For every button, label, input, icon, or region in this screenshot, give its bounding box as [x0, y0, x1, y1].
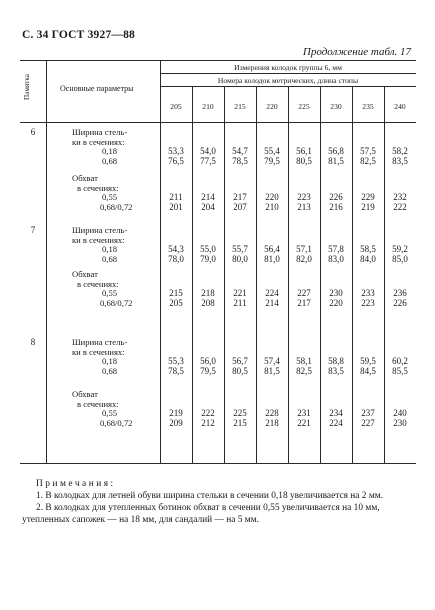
- param-label: 0,18: [102, 356, 118, 367]
- table-cell: 60,2: [392, 356, 408, 367]
- table-cell: 221: [233, 288, 247, 299]
- table-cell: 222: [201, 408, 215, 419]
- param-label: Обхват: [72, 173, 98, 183]
- table-cell: 57,1: [296, 244, 312, 255]
- table-cell: 222: [393, 202, 407, 213]
- table-cell: 55,0: [200, 244, 216, 255]
- table-cell: 58,1: [296, 356, 312, 367]
- size-column-rule: [256, 86, 257, 464]
- table-cell: 219: [169, 408, 183, 419]
- group-header-rule: [160, 73, 416, 74]
- pamyatka-number: 7: [30, 225, 36, 235]
- note-1: 1. В колодках для летней обуви ширина стельки в сечении 0,18 увеличивается на 2 мм.: [36, 491, 384, 501]
- table-cell: 81,0: [264, 254, 280, 265]
- param-label: 0,18: [102, 244, 118, 255]
- size-header: 230: [330, 102, 342, 111]
- param-label: 0,55: [102, 288, 118, 299]
- size-column-rule: [352, 86, 353, 464]
- table-cell: 56,7: [232, 356, 248, 367]
- table-cell: 219: [361, 202, 375, 213]
- table-cell: 79,0: [200, 254, 216, 265]
- table-cell: 229: [361, 192, 375, 203]
- table-continuation-label: Продолжение табл. 17: [302, 46, 411, 58]
- table-cell: 205: [169, 298, 183, 309]
- table-cell: 85,0: [392, 254, 408, 265]
- table-cell: 220: [329, 298, 343, 309]
- header-bottom-rule: [20, 122, 416, 123]
- size-header: 205: [170, 102, 182, 111]
- table-cell: 54,0: [200, 146, 216, 157]
- table-cell: 84,5: [360, 366, 376, 377]
- param-label: Ширина стель-: [72, 337, 128, 347]
- param-label: 0,55: [102, 408, 118, 419]
- size-header: 210: [202, 102, 214, 111]
- table-cell: 226: [393, 298, 407, 309]
- table-cell: 56,1: [296, 146, 312, 157]
- table-cell: 79,5: [200, 366, 216, 377]
- param-label: 0,68: [102, 366, 118, 377]
- table-cell: 213: [297, 202, 311, 213]
- param-label: ки в сечениях:: [72, 346, 125, 357]
- table-cell: 223: [361, 298, 375, 309]
- group-header: Измерения колодок группы 6, мм: [234, 63, 342, 72]
- table-cell: 212: [201, 418, 215, 429]
- param-label: ки в сечениях:: [72, 234, 125, 245]
- table-cell: 214: [265, 298, 279, 309]
- size-column-rule: [384, 86, 385, 464]
- table-cell: 54,7: [232, 146, 248, 157]
- table-cell: 230: [393, 418, 407, 429]
- table-cell: 227: [361, 418, 375, 429]
- table-cell: 240: [393, 408, 407, 419]
- table-cell: 208: [201, 298, 215, 309]
- table-cell: 80,5: [296, 156, 312, 167]
- table-cell: 225: [233, 408, 247, 419]
- notes-block: [22, 478, 418, 526]
- param-label: Ширина стель-: [72, 225, 128, 235]
- table-cell: 221: [297, 418, 311, 429]
- table-cell: 216: [329, 202, 343, 213]
- table-cell: 223: [297, 192, 311, 203]
- table-cell: 84,0: [360, 254, 376, 265]
- table-cell: 81,5: [328, 156, 344, 167]
- param-label: Ширина стель-: [72, 127, 128, 137]
- size-header: 225: [298, 102, 310, 111]
- param-label: 0,55: [102, 192, 118, 203]
- table-cell: 207: [233, 202, 247, 213]
- size-column-rule: [224, 86, 225, 464]
- table-cell: 78,5: [232, 156, 248, 167]
- table-cell: 218: [201, 288, 215, 299]
- table-cell: 55,4: [264, 146, 280, 157]
- table-bottom-rule: [20, 463, 416, 464]
- table-cell: 59,2: [392, 244, 408, 255]
- size-header: 215: [234, 102, 246, 111]
- size-column-rule: [320, 86, 321, 464]
- size-header: 220: [266, 102, 278, 111]
- table-cell: 83,0: [328, 254, 344, 265]
- table-cell: 232: [393, 192, 407, 203]
- table-cell: 55,7: [232, 244, 248, 255]
- param-label: Обхват: [72, 389, 98, 399]
- measurements-table: [20, 60, 416, 464]
- param-label: в сечениях:: [77, 182, 119, 193]
- table-cell: 78,5: [168, 366, 184, 377]
- table-top-rule: [20, 60, 416, 61]
- table-cell: 224: [329, 418, 343, 429]
- param-label: 0,18: [102, 146, 118, 157]
- pamyatka-number: 6: [30, 127, 36, 137]
- table-cell: 57,8: [328, 244, 344, 255]
- table-cell: 81,5: [264, 366, 280, 377]
- table-cell: 56,4: [264, 244, 280, 255]
- table-cell: 82,5: [360, 156, 376, 167]
- table-cell: 218: [265, 418, 279, 429]
- table-cell: 57,5: [360, 146, 376, 157]
- table-cell: 77,5: [200, 156, 216, 167]
- table-cell: 58,5: [360, 244, 376, 255]
- table-cell: 54,3: [168, 244, 184, 255]
- table-cell: 210: [265, 202, 279, 213]
- table-cell: 76,5: [168, 156, 184, 167]
- table-cell: 231: [297, 408, 311, 419]
- table-cell: 204: [201, 202, 215, 213]
- table-cell: 236: [393, 288, 407, 299]
- table-cell: 83,5: [392, 156, 408, 167]
- table-cell: 57,4: [264, 356, 280, 367]
- table-cell: 215: [169, 288, 183, 299]
- table-cell: 237: [361, 408, 375, 419]
- params-header: Основные параметры: [60, 84, 134, 93]
- table-cell: 85,5: [392, 366, 408, 377]
- table-cell: 217: [297, 298, 311, 309]
- param-label: в сечениях:: [77, 278, 119, 289]
- table-cell: 226: [329, 192, 343, 203]
- table-cell: 228: [265, 408, 279, 419]
- table-cell: 224: [265, 288, 279, 299]
- table-cell: 80,5: [232, 366, 248, 377]
- table-cell: 214: [201, 192, 215, 203]
- table-cell: 83,5: [328, 366, 344, 377]
- table-cell: 233: [361, 288, 375, 299]
- size-column-rule: [192, 86, 193, 464]
- table-cell: 58,8: [328, 356, 344, 367]
- pamyatka-header: Памятка: [23, 74, 31, 100]
- param-label: 0,68/0,72: [100, 298, 133, 309]
- table-cell: 220: [265, 192, 279, 203]
- pamyatka-column-rule: [46, 60, 47, 464]
- table-cell: 217: [233, 192, 247, 203]
- table-cell: 215: [233, 418, 247, 429]
- table-cell: 58,2: [392, 146, 408, 157]
- table-cell: 227: [297, 288, 311, 299]
- table-cell: 211: [233, 298, 247, 309]
- table-cell: 234: [329, 408, 343, 419]
- size-column-rule: [288, 86, 289, 464]
- table-cell: 82,5: [296, 366, 312, 377]
- table-cell: 53,3: [168, 146, 184, 157]
- param-label: 0,68/0,72: [100, 418, 133, 429]
- sub-header: Номера колодок метрических, длина стопы: [217, 76, 359, 85]
- table-cell: 56,8: [328, 146, 344, 157]
- param-label: 0,68: [102, 254, 118, 265]
- table-cell: 230: [329, 288, 343, 299]
- param-label: 0,68/0,72: [100, 202, 133, 213]
- param-label: 0,68: [102, 156, 118, 167]
- table-cell: 79,5: [264, 156, 280, 167]
- table-cell: 59,5: [360, 356, 376, 367]
- table-cell: 56,0: [200, 356, 216, 367]
- notes-title: Примечания:: [36, 479, 116, 489]
- size-header: 235: [362, 102, 374, 111]
- size-header: 240: [394, 102, 406, 111]
- note-2: 2. В колодках для утепленных ботинок обхват в сечении 0,55 увеличивается на 10 мм, утепленных сапожек — на 18 мм, для сандалий — на 5 мм.: [22, 503, 380, 525]
- table-cell: 55,3: [168, 356, 184, 367]
- table-cell: 201: [169, 202, 183, 213]
- table-cell: 78,0: [168, 254, 184, 265]
- table-cell: 82,0: [296, 254, 312, 265]
- param-label: Обхват: [72, 269, 98, 279]
- table-cell: 80,0: [232, 254, 248, 265]
- param-label: ки в сечениях:: [72, 136, 125, 147]
- pamyatka-number: 8: [30, 337, 36, 347]
- page-header: С. 34 ГОСТ 3927—88: [22, 29, 135, 41]
- param-label: в сечениях:: [77, 398, 119, 409]
- table-cell: 209: [169, 418, 183, 429]
- table-cell: 211: [169, 192, 183, 203]
